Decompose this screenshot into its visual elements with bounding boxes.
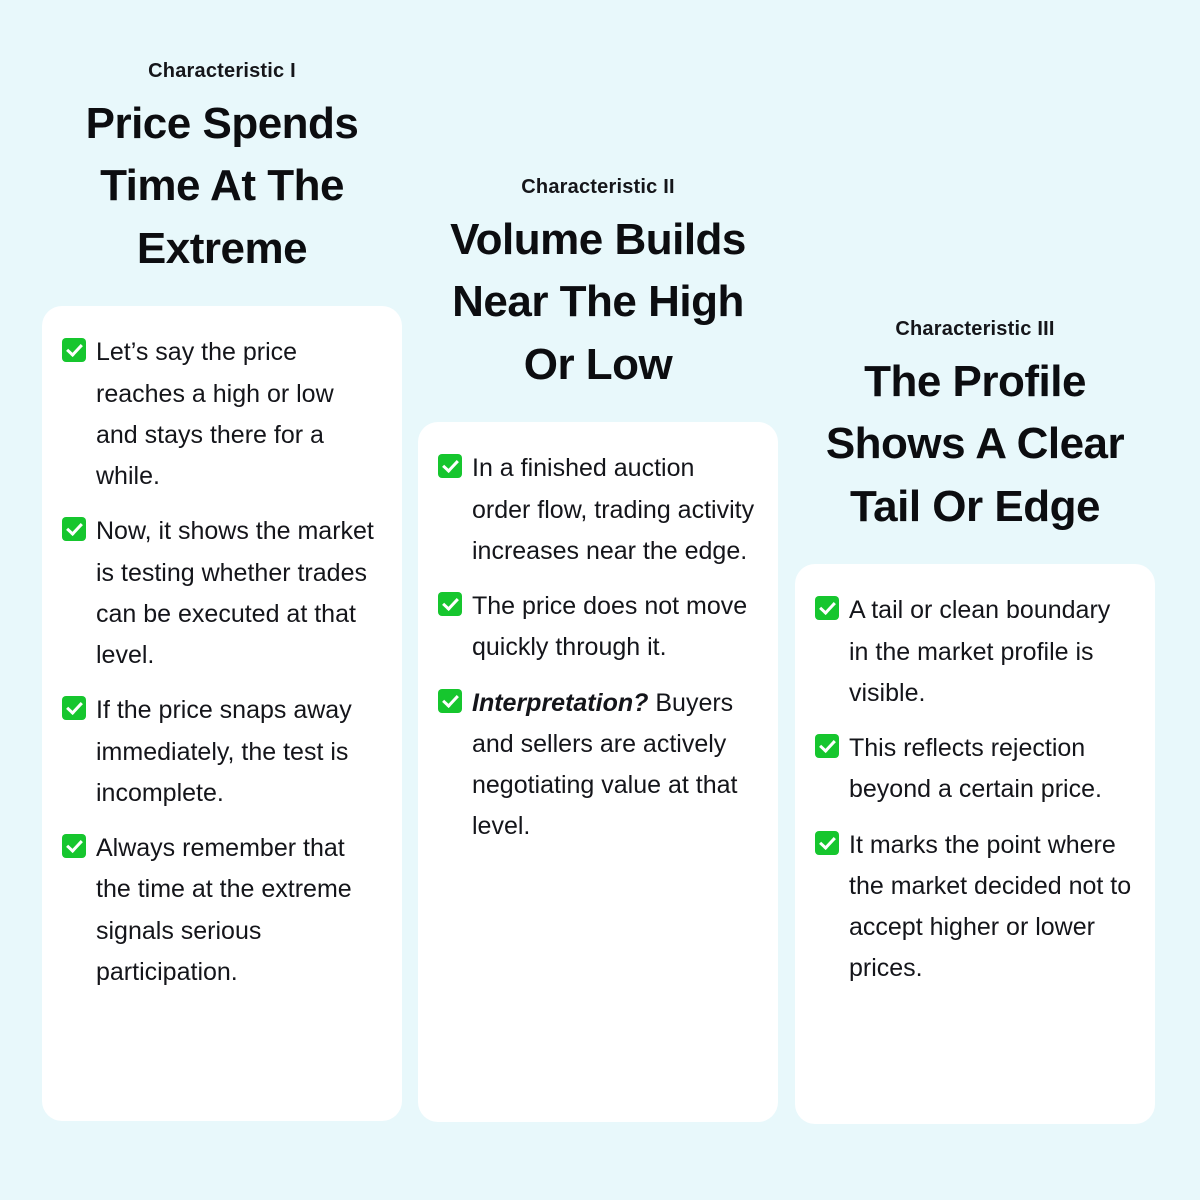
characteristic-column-3 — [795, 318, 1155, 1124]
point-text-with-lead — [472, 683, 756, 848]
eyebrow-label-3: Characteristic III — [895, 318, 1055, 340]
eyebrow-label-1: Characteristic I — [148, 60, 296, 82]
characteristic-column-1 — [42, 60, 402, 1121]
points-list-2 — [438, 448, 756, 847]
headline-1: Price Spends Time At The Extreme — [85, 99, 359, 273]
check-icon — [438, 689, 462, 713]
list-item — [62, 828, 380, 993]
list-item — [438, 448, 756, 572]
point-text: In a finished auction order flow, trading activity increases near the edge. — [472, 454, 755, 565]
list-item — [815, 728, 1133, 811]
list-item — [438, 586, 756, 669]
points-list-3 — [815, 590, 1133, 989]
list-item — [438, 683, 756, 848]
check-icon — [815, 831, 839, 855]
check-icon — [438, 454, 462, 478]
point-text: Let’s say the price reaches a high or low and stays there for a while. — [96, 338, 334, 491]
points-card-3 — [795, 564, 1155, 1124]
list-item — [62, 690, 380, 814]
point-text: This reflects rejection beyond a certain price. — [849, 734, 1102, 804]
point-text: It marks the point where the market decided not to accept higher or lower prices. — [849, 830, 1132, 983]
points-card-1 — [42, 306, 402, 1121]
list-item — [62, 332, 380, 497]
headline-3: The Profile Shows A Clear Tail Or Edge — [825, 357, 1125, 531]
point-text: Buyers and sellers are actively negotiating value at that level. — [472, 688, 738, 841]
list-item — [62, 511, 380, 676]
list-item — [815, 825, 1133, 990]
list-item — [815, 590, 1133, 714]
point-text: A tail or clean boundary in the market profile is visible. — [849, 596, 1111, 707]
headline-2: Volume Builds Near The High Or Low — [450, 215, 746, 389]
characteristic-column-2 — [418, 176, 778, 1122]
check-icon — [62, 517, 86, 541]
point-text: Now, it shows the market is testing whether trades can be executed at that level. — [96, 517, 374, 670]
point-lead: Interpretation? — [472, 688, 649, 717]
point-text: Always remember that the time at the extreme signals serious participation. — [96, 834, 352, 986]
points-card-2 — [418, 422, 778, 1122]
point-text: If the price snaps away immediately, the test is incomplete. — [96, 696, 352, 807]
check-icon — [815, 596, 839, 620]
check-icon — [62, 696, 86, 720]
check-icon — [438, 592, 462, 616]
points-list-1 — [62, 332, 380, 993]
check-icon — [62, 338, 86, 362]
point-text: The price does not move quickly through it. — [472, 592, 748, 662]
check-icon — [815, 734, 839, 758]
eyebrow-label-2: Characteristic II — [521, 176, 675, 198]
check-icon — [62, 834, 86, 858]
